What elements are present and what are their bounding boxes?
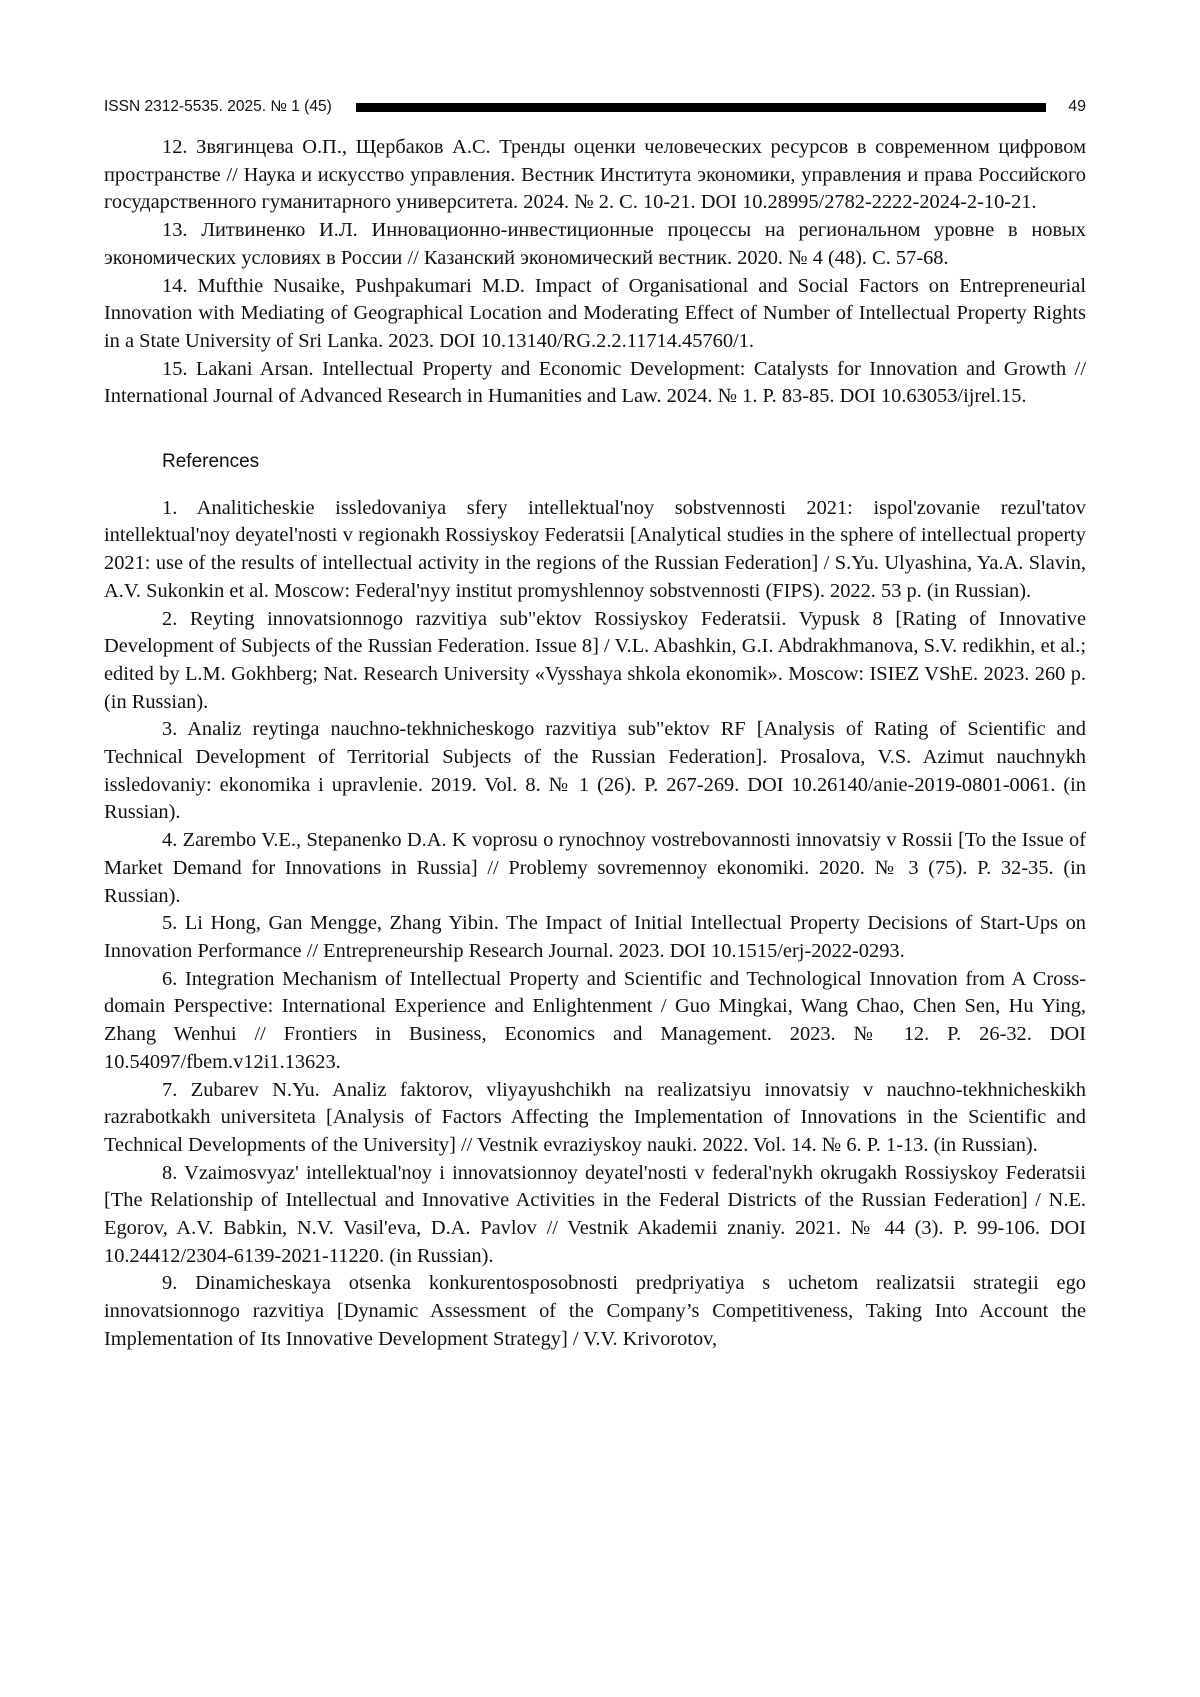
running-header — [104, 96, 1086, 118]
reference-entry-9: 9. Dinamicheskaya otsenka konkurentosposobnosti predpriyatiya s uchetom realizatsii strategii ego innovatsionnogo razvitiya [Dynamic Assessment of the Company’s Competitiveness, Taking Into Account the Implementation of Its Innovative Development Strategy] / V.V. Krivorotov, — [104, 1272, 1086, 1350]
references-heading: References — [162, 451, 260, 473]
reference-entry-2: 2. Reyting innovatsionnogo razvitiya sub"ektov Rossiyskoy Federatsii. Vypusk 8 [Rating of Innovative Development of Subjects of the Russian Federation. Issue 8] / V.L. Abashkin, G.I. Abdrakhmanova, S.V. redikhin, et al.; edited by L.M. Gokhberg; Nat. Research University «Vysshaya shkola ekonomik». Moscow: ISIEZ VShE. 2023. 260 p. (in Russian). — [104, 607, 1086, 713]
reference-entry-1: 1. Analiticheskie issledovaniya sfery intellektual'noy sobstvennosti 2021: ispol'zovanie rezul'tatov intellektual'noy deyatel'nosti v regionakh Rossiyskoy Federatsii [Analytical studies in the sphere of intellectual property 2021: use of the results of intellectual activity in the regions of the Russian Federation] / S.Yu. Ulyashina, Ya.A. Slavin, A.V. Sukonkin et al. Moscow: Federal'nyy institut promyshlennoy sobstvennosti (FIPS). 2022. 53 p. (in Russian). — [104, 496, 1086, 602]
issn-line: ISSN 2312-5535. 2025. № 1 (45) — [104, 98, 332, 115]
reference-entry-3: 3. Analiz reytinga nauchno-tekhnicheskogo razvitiya sub"ektov RF [Analysis of Rating of Scientific and Technical Development of Territorial Subjects of the Russian Federation]. Prosalova, V.S. Azimut nauchnykh issledovaniy: ekonomika i upravlenie. 2019. Vol. 8. № 1 (26). P. 267-269. DOI 10.26140/anie-2019-0801-0061. (in Russian). — [104, 718, 1086, 824]
reference-entry-8: 8. Vzaimosvyaz' intellektual'noy i innovatsionnoy deyatel'nosti v federal'nykh okrugakh Rossiyskoy Federatsii [The Relationship of Intellectual and Innovative Activities in the Federal Districts of the Russian Federation] / N.E. Egorov, A.V. Babkin, N.V. Vasil'eva, D.A. Pavlov // Vestnik Akademii znaniy. 2021. № 44 (3). P. 99-106. DOI 10.24412/2304-6139-2021-11220. (in Russian). — [104, 1161, 1086, 1267]
reference-entry-4: 4. Zarembo V.E., Stepanenko D.A. K voprosu o rynochnoy vostrebovannosti innovatsiy v Rossii [To the Issue of Market Demand for Innovations in Russia] // Problemy sovremennoy ekonomiki. 2020. № 3 (75). P. 32-35. (in Russian). — [104, 829, 1086, 907]
bibliography-entry-14: 14. Mufthie Nusaike, Pushpakumari M.D. Impact of Organisational and Social Factors on Entrepreneurial Innovation with Mediating of Geographical Location and Moderating Effect of Number of Intellectual Property Rights in a State University of Sri Lanka. 2023. DOI 10.13140/RG.2.2.11714.45760/1. — [104, 274, 1086, 352]
bibliography-continued — [104, 134, 1086, 411]
reference-entry-5: 5. Li Hong, Gan Mengge, Zhang Yibin. The Impact of Initial Intellectual Property Decisions of Start-Ups on Innovation Performance // Entrepreneurship Research Journal. 2023. DOI 10.1515/erj-2022-0293. — [104, 912, 1086, 962]
reference-entry-7: 7. Zubarev N.Yu. Analiz faktorov, vliyayushchikh na realizatsiyu innovatsiy v nauchno-tekhnicheskikh razrabotkakh universiteta [Analysis of Factors Affecting the Implementation of Innovations in the Scientific and Technical Developments of the University] // Vestnik evraziyskoy nauki. 2022. Vol. 14. № 6. P. 1-13. (in Russian). — [104, 1078, 1086, 1156]
reference-entry-6: 6. Integration Mechanism of Intellectual Property and Scientific and Technological Innovation from A Cross-domain Perspective: International Experience and Enlightenment / Guo Mingkai, Wang Chao, Chen Sen, Hu Ying, Zhang Wenhui // Frontiers in Business, Economics and Management. 2023. № 12. P. 26-32. DOI 10.54097/fbem.v12i1.13623. — [104, 967, 1086, 1073]
header-rule — [356, 103, 1046, 112]
page-number: 49 — [1068, 98, 1086, 115]
references-list — [104, 495, 1086, 1354]
bibliography-entry-12: 12. Звягинцева О.П., Щербаков А.С. Тренды оценки человеческих ресурсов в современном цифровом пространстве // Наука и искусство управления. Вестник Института экономики, управления и права Российского государственного гуманитарного университета. 2024. № 2. С. 10-21. DOI 10.28995/2782-2222-2024-2-10-21. — [104, 136, 1086, 214]
bibliography-entry-13: 13. Литвиненко И.Л. Инновационно-инвестиционные процессы на региональном уровне в новых экономических условиях в России // Казанский экономический вестник. 2020. № 4 (48). С. 57-68. — [104, 219, 1086, 269]
bibliography-entry-15: 15. Lakani Arsan. Intellectual Property and Economic Development: Catalysts for Innovation and Growth // International Journal of Advanced Research in Humanities and Law. 2024. № 1. P. 83-85. DOI 10.63053/ijrel.15. — [104, 357, 1086, 408]
page-body — [104, 134, 1086, 1354]
